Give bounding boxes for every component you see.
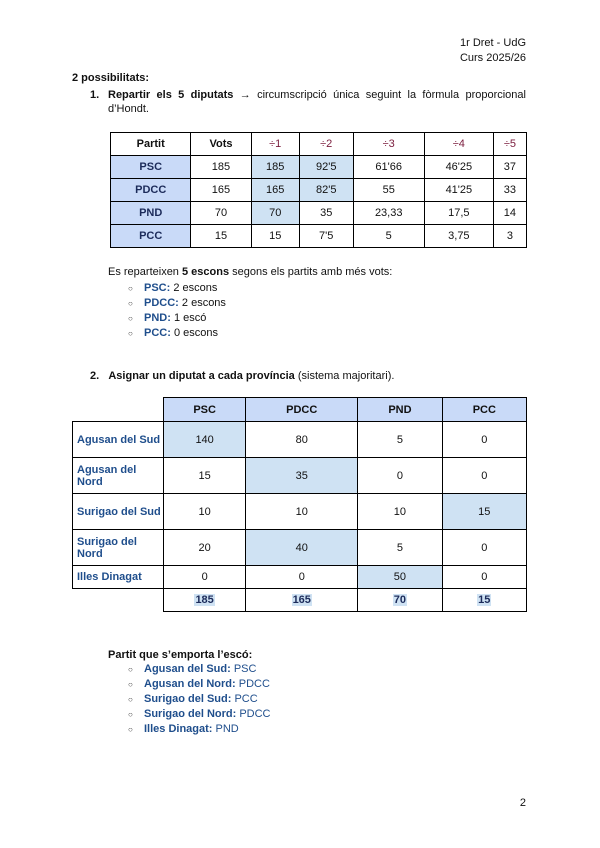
table-cell: 0: [358, 458, 442, 494]
table-cell: 46'25: [424, 156, 493, 179]
provinces-header-row: [73, 398, 527, 422]
table-cell: 61'66: [353, 156, 424, 179]
item-1-number: 1.: [90, 89, 100, 101]
table-cell: 15: [164, 458, 246, 494]
col-header: Partit: [111, 133, 191, 156]
table-cell: 10: [164, 494, 246, 530]
table-cell: 23,33: [353, 202, 424, 225]
party-cell: PND: [111, 202, 191, 225]
table-cell: 10: [246, 494, 358, 530]
provinces-table: [72, 397, 527, 612]
table-cell: 70: [251, 202, 299, 225]
item-1-bold: Repartir els 5 diputats: [108, 89, 234, 101]
dhondt-table: [110, 132, 527, 248]
table-cell: 80: [246, 422, 358, 458]
dhondt-header-row: [111, 133, 527, 156]
header-course: 1r Dret - UdG: [459, 37, 526, 49]
province-cell: Surigao del Nord: [73, 530, 164, 566]
table-cell: 33: [493, 179, 526, 202]
table-row: [111, 179, 527, 202]
list-item: ○ PSC: 2 escons: [126, 281, 226, 296]
table-cell: 5: [358, 422, 442, 458]
party-cell: PCC: [111, 225, 191, 248]
table-row: [111, 156, 527, 179]
table-cell: 20: [164, 530, 246, 566]
winners-list: [126, 662, 271, 737]
table-cell: 15: [442, 494, 526, 530]
table-cell: 3: [493, 225, 526, 248]
table-cell: 50: [358, 566, 442, 589]
list-item: ○ Agusan del Sud: PSC: [126, 662, 271, 677]
list-item: ○ Agusan del Nord: PDCC: [126, 677, 271, 692]
table-cell: 17,5: [424, 202, 493, 225]
table-cell: 92'5: [299, 156, 353, 179]
table-row: [73, 494, 527, 530]
col-header: ÷2: [299, 133, 353, 156]
list-item: ○ PDCC: 2 escons: [126, 296, 226, 311]
table-cell: 3,75: [424, 225, 493, 248]
col-header: ÷4: [424, 133, 493, 156]
col-header: ÷1: [251, 133, 299, 156]
table-cell: 165: [251, 179, 299, 202]
table-cell: 15: [251, 225, 299, 248]
table-cell: 0: [442, 566, 526, 589]
table-cell: 0: [164, 566, 246, 589]
total-cell: 185: [164, 589, 246, 612]
table-row: [73, 566, 527, 589]
table-cell: 10: [358, 494, 442, 530]
seats-list: [126, 281, 226, 341]
table-cell: 185: [251, 156, 299, 179]
list-item: ○ Surigao del Sud: PCC: [126, 692, 271, 707]
list-item: ○ PND: 1 escó: [126, 311, 226, 326]
table-row: [73, 422, 527, 458]
col-header: PCC: [442, 398, 526, 422]
party-cell: PDCC: [111, 179, 191, 202]
table-cell: 0: [442, 530, 526, 566]
table-cell: 0: [246, 566, 358, 589]
col-header: ÷3: [353, 133, 424, 156]
header-year: Curs 2025/26: [459, 52, 526, 64]
item-2-bold: Asignar un diputat a cada província: [108, 370, 295, 382]
col-header: PSC: [164, 398, 246, 422]
table-row: [73, 458, 527, 494]
col-header: ÷5: [493, 133, 526, 156]
page-header: [460, 36, 526, 66]
list-item: ○ PCC: 0 escons: [126, 326, 226, 341]
table-cell: 37: [493, 156, 526, 179]
seats-note-bold: 5 escons: [181, 266, 230, 278]
winner-note: Partit que s’emporta l’escó:: [108, 649, 253, 661]
table-cell: 82'5: [299, 179, 353, 202]
total-cell: 70: [358, 589, 442, 612]
province-cell: Agusan del Sud: [73, 422, 164, 458]
table-cell: 15: [191, 225, 251, 248]
table-cell: 5: [353, 225, 424, 248]
table-cell: 165: [191, 179, 251, 202]
province-cell: Agusan del Nord: [73, 458, 164, 494]
seats-note: Es reparteixen 5 escons segons els partits amb més vots:: [108, 266, 393, 278]
table-cell: 140: [164, 422, 246, 458]
table-cell: 0: [442, 422, 526, 458]
list-item: ○ Surigao del Nord: PDCC: [126, 707, 271, 722]
table-row: [111, 225, 527, 248]
table-cell: 14: [493, 202, 526, 225]
table-cell: 35: [299, 202, 353, 225]
section-title: 2 possibilitats:: [72, 72, 150, 84]
page-number: 2: [519, 797, 526, 809]
col-header: Vots: [191, 133, 251, 156]
table-cell: 0: [442, 458, 526, 494]
col-header: PND: [358, 398, 442, 422]
item-2: [90, 370, 394, 382]
total-cell: 15: [442, 589, 526, 612]
table-cell: 7'5: [299, 225, 353, 248]
table-cell: 55: [353, 179, 424, 202]
province-cell: Illes Dinagat: [73, 566, 164, 589]
col-header: PDCC: [246, 398, 358, 422]
item-2-text: (sistema majoritari).: [294, 370, 395, 382]
total-cell: 165: [246, 589, 358, 612]
table-cell: 40: [246, 530, 358, 566]
table-row: [111, 202, 527, 225]
province-cell: Surigao del Sud: [73, 494, 164, 530]
item-1: [90, 88, 526, 116]
item-1-text: → circumscripció única seguint la fòrmula proporcional d’Hondt.: [108, 89, 526, 115]
table-cell: 5: [358, 530, 442, 566]
table-cell: 35: [246, 458, 358, 494]
totals-row: [73, 589, 527, 612]
table-cell: 185: [191, 156, 251, 179]
list-item: ○ Illes Dinagat: PND: [126, 722, 271, 737]
item-2-number: 2.: [90, 370, 100, 382]
party-cell: PSC: [111, 156, 191, 179]
table-row: [73, 530, 527, 566]
table-cell: 70: [191, 202, 251, 225]
table-cell: 41'25: [424, 179, 493, 202]
